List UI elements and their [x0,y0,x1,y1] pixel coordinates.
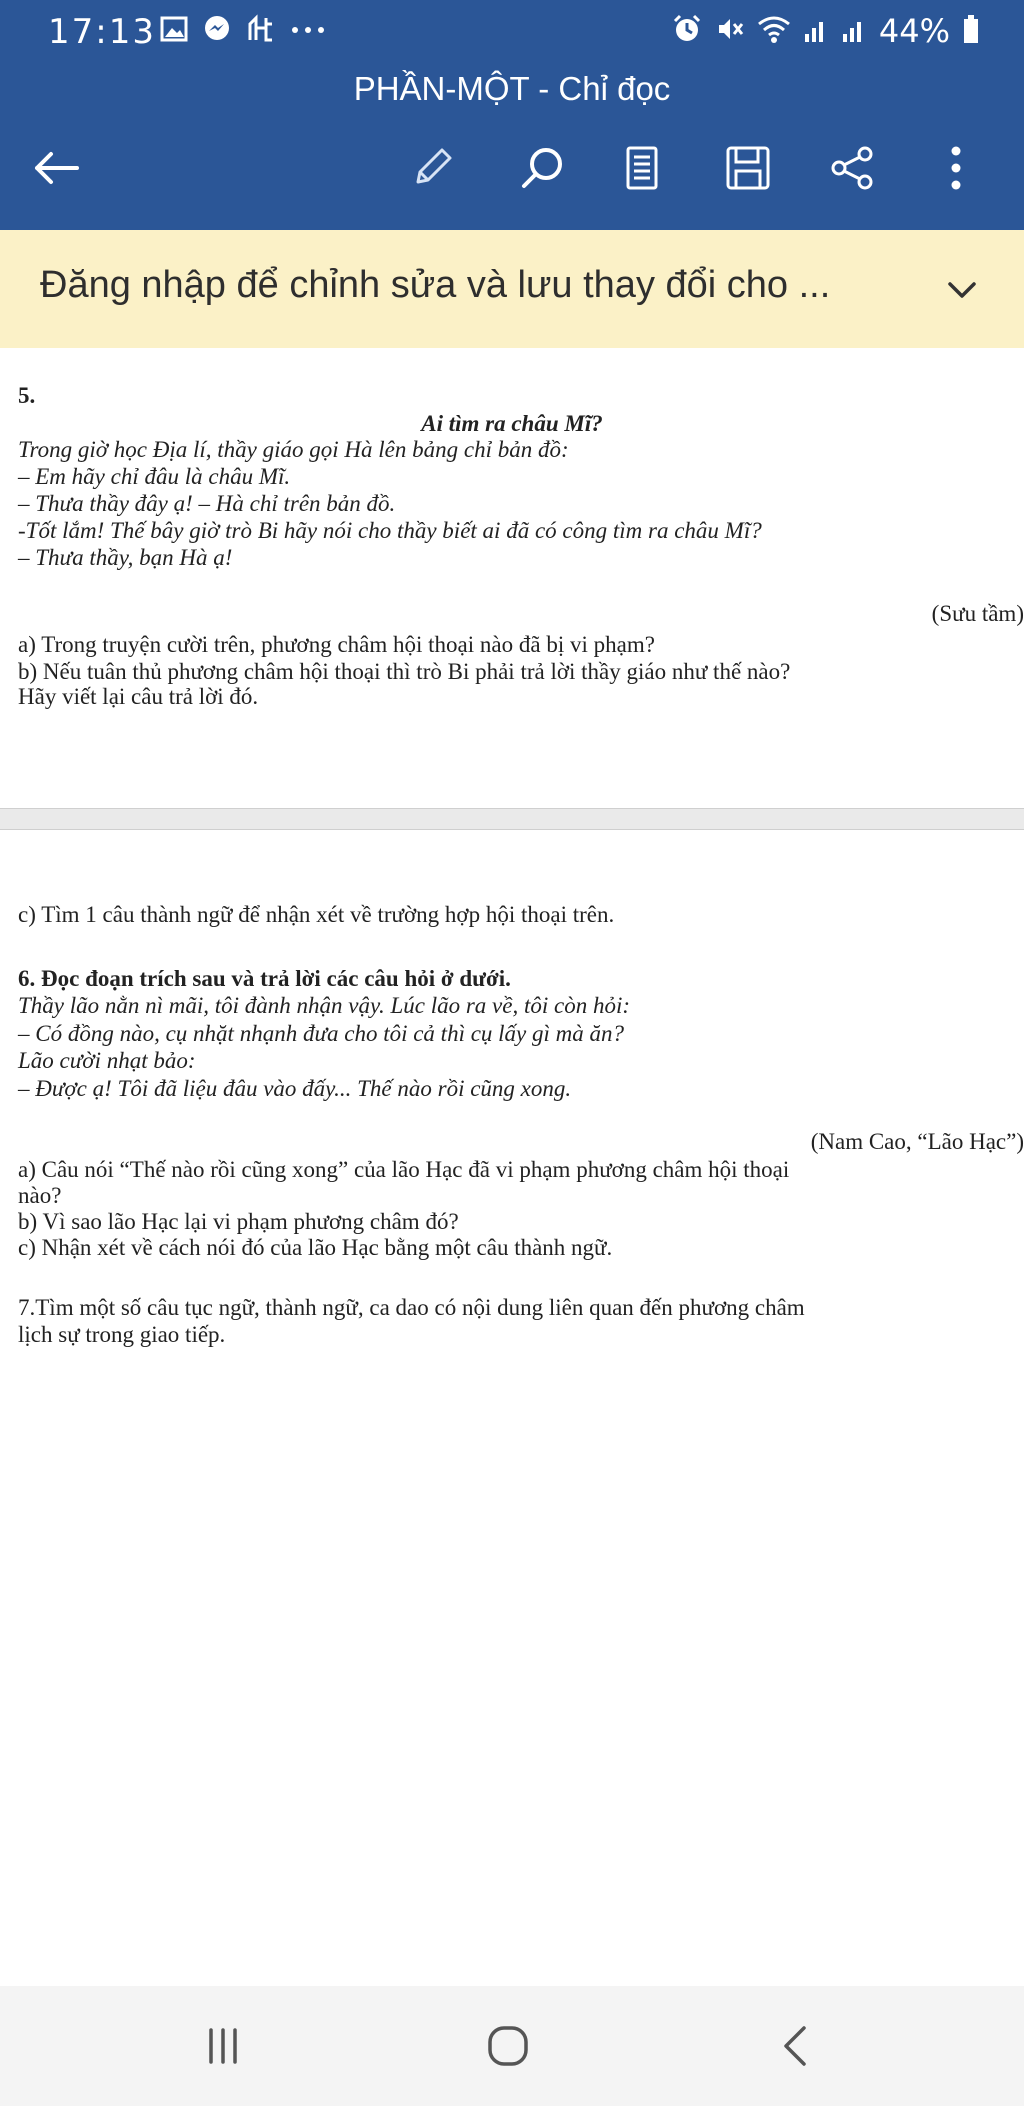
story-title: Ai tìm ra châu Mĩ? [421,411,603,436]
story-line: – Thưa thầy, bạn Hà ạ! [18,545,233,570]
banner-text: Đăng nhập để chỉnh sửa và lưu thay đổi cho ... [40,264,831,306]
back-icon[interactable] [760,2016,830,2076]
story-line: -Tốt lắm! Thế bây giờ trò Bi hãy nói cho thầy biết ai đã có công tìm ra châu Mĩ? [18,518,762,543]
chevron-down-icon[interactable] [940,268,984,312]
document-page-1 [0,360,1024,808]
question-line: nào? [18,1183,62,1208]
question-line: a) Trong truyện cười trên, phương châm hội thoại nào đã bị vi phạm? [18,632,655,657]
more-vertical-icon[interactable] [916,128,996,208]
exercise-heading: 6. Đọc đoạn trích sau và trả lời các câu hỏi ở dưới. [18,966,511,991]
document-title: PHẦN-MỘT - Chỉ đọc [353,70,671,107]
status-right-icons [671,12,980,50]
share-icon[interactable] [812,128,892,208]
exercise-number: 5. [18,383,36,408]
page-divider [0,808,1024,830]
excerpt-line: Thầy lão nằn nì mãi, tôi đành nhận vậy. Lúc lão ra về, tôi còn hỏi: [18,993,631,1018]
excerpt-line: – Có đồng nào, cụ nhặt nhạnh đưa cho tôi cả thì cụ lấy gì mà ăn? [18,1021,625,1046]
story-line: – Em hãy chỉ đâu là châu Mĩ. [18,464,291,489]
home-icon[interactable] [473,2016,543,2076]
signal-icon [803,14,829,49]
battery-percentage: 44% [878,12,950,50]
question-line: a) Câu nói “Thế nào rồi cũng xong” của lão Hạc đã vi phạm phương châm hội thoại [18,1157,790,1182]
excerpt-source: (Nam Cao, “Lão Hạc”) [810,1129,1024,1154]
recent-apps-icon[interactable] [188,2016,258,2076]
story-source: (Sưu tầm) [931,601,1024,626]
wifi-icon [757,14,791,49]
more-dots-icon [290,22,326,40]
status-time: 17:13 [48,12,156,52]
status-bar [0,0,1024,64]
mute-icon [715,14,745,49]
story-line: Trong giờ học Địa lí, thầy giáo gọi Hà lên bảng chỉ bản đồ: [18,437,569,462]
app-icon [246,14,276,49]
question-line: 7.Tìm một số câu tục ngữ, thành ngữ, ca dao có nội dung liên quan đến phương châm [18,1295,805,1320]
sign-in-banner[interactable] [0,230,1024,348]
question-line: Hãy viết lại câu trả lời đó. [18,684,259,709]
question-line: b) Nếu tuân thủ phương châm hội thoại thì trò Bi phải trả lời thầy giáo như thế nào? [18,659,791,684]
story-line: – Thưa thầy đây ạ! – Hà chỉ trên bản đồ. [18,491,396,516]
question-line: c) Nhận xét về cách nói đó của lão Hạc bằng một câu thành ngữ. [18,1235,613,1260]
back-arrow-icon[interactable] [16,128,96,208]
alarm-icon [671,13,703,50]
question-line: c) Tìm 1 câu thành ngữ để nhận xét về trường hợp hội thoại trên. [18,902,615,927]
excerpt-line: – Được ạ! Tôi đã liệu đâu vào đấy... Thế nào rồi cũng xong. [18,1076,572,1101]
messenger-icon [202,14,232,49]
save-icon[interactable] [708,128,788,208]
signal-icon [841,14,867,49]
edit-pencil-icon[interactable] [392,128,472,208]
battery-icon [962,14,980,49]
status-left-icons [160,14,326,48]
toolbar [0,128,1024,208]
search-icon[interactable] [502,128,582,208]
excerpt-line: Lão cười nhạt bảo: [18,1048,196,1073]
question-line: b) Vì sao lão Hạc lại vi phạm phương châm đó? [18,1209,459,1234]
app-header [0,0,1024,230]
gallery-icon [160,16,188,47]
document-page-2 [0,831,1024,1981]
reading-view-icon[interactable] [602,128,682,208]
question-line: lịch sự trong giao tiếp. [18,1322,226,1347]
system-nav-bar [0,1986,1024,2106]
